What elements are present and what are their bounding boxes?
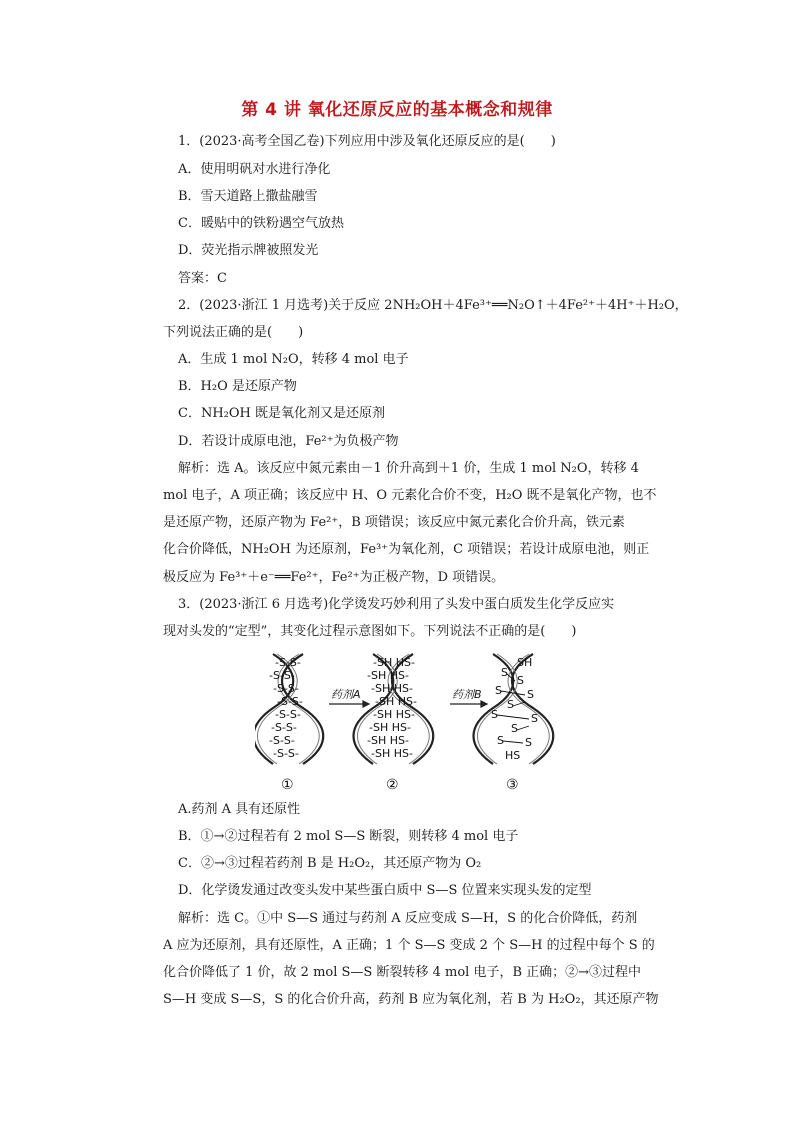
- sh-label: SH: [517, 656, 533, 669]
- ss-bond-label: -S-S-: [275, 708, 301, 721]
- ss-bond-label: -S-S-: [273, 747, 299, 760]
- q3-option-a: A.药剂 A 具有还原性: [178, 802, 301, 817]
- q3-stem-line1: 3．(2023·浙江 6 月选考)化学烫发巧妙利用了头发中蛋白质发生化学反应实: [178, 597, 615, 612]
- q2-analysis-line2: mol 电子，A 项正确；该反应中 H、O 元素化合价不变，H₂O 既不是氧化产物，也不: [163, 488, 657, 503]
- hs-label: HS: [505, 749, 521, 762]
- q3-analysis-line2: A 应为还原剂，具有还原性，A 正确；1 个 S—S 变成 2 个 S—H 的过程中每个 S 的: [163, 938, 655, 953]
- q2-stem-line2: 下列说法正确的是( ): [163, 325, 304, 340]
- q1-answer: 答案：C: [178, 271, 227, 286]
- s-label: S: [511, 722, 518, 735]
- ss-bond-label: -S-S-: [269, 734, 295, 747]
- ss-bond-label: -S-S-: [275, 656, 301, 669]
- q3-analysis-line1: 解析：选 C。①中 S—S 通过与药剂 A 反应变成 S—H，S 的化合价降低，药剂: [178, 911, 638, 926]
- q3-option-c: C．②→③过程若药剂 B 是 H₂O₂，其还原产物为 O₂: [178, 856, 482, 871]
- reagent-a-label: 药剂A: [331, 688, 361, 701]
- q3-stem-line2: 现对头发的“定型”，其变化过程示意图如下。下列说法不正确的是( ): [163, 624, 577, 639]
- shhs-label: -SH HS-: [371, 682, 413, 695]
- q1-option-c: C．暖贴中的铁粉遇空气放热: [178, 216, 344, 231]
- s-label: S: [507, 698, 514, 711]
- arrow-a: [329, 701, 369, 707]
- arrow-b: [450, 701, 487, 707]
- s-label: S: [501, 666, 508, 679]
- q1-option-d: D．荧光指示牌被照发光: [178, 243, 319, 258]
- ss-bond-label: -S-S-: [273, 682, 299, 695]
- shhs-label: -SH HS-: [373, 656, 415, 669]
- ss-bond-label: -S-S-: [269, 669, 295, 682]
- q2-analysis-line3: 是还原产物，还原产物为 Fe²⁺，B 项错误；该反应中氮元素化合价升高，铁元素: [163, 515, 625, 530]
- s-label: S: [497, 734, 504, 747]
- q3-option-b: B．①→②过程若有 2 mol S—S 断裂，则转移 4 mol 电子: [178, 829, 519, 844]
- q2-option-d: D．若设计成原电池，Fe²⁺为负极产物: [178, 434, 399, 449]
- q2-analysis-line4: 化合价降低，NH₂OH 为还原剂，Fe³⁺为氧化剂，C 项错误；若设计成原电池，则正: [163, 542, 650, 557]
- s-label: S: [495, 684, 502, 697]
- q2-analysis-line5: 极反应为 Fe³⁺＋e⁻══Fe²⁺，Fe²⁺为正极产物，D 项错误。: [163, 570, 505, 585]
- q2-analysis-line1: 解析：选 A。该反应中氮元素由－1 价升高到＋1 价，生成 1 mol N₂O，转移 4: [178, 461, 639, 476]
- shhs-label: -SH HS-: [369, 721, 411, 734]
- q3-analysis-line3: 化合价降低了 1 价，故 2 mol S—S 断裂转移 4 mol 电子，B 正确；②→③过程中: [163, 965, 642, 980]
- figure-label-1: ①: [281, 777, 294, 793]
- q1-option-a: A．使用明矾对水进行净化: [178, 162, 331, 177]
- q2-stem-line1: 2．(2023·浙江 1 月选考)关于反应 2NH₂OH＋4Fe³⁺══N₂O↑＋4Fe²⁺＋4H⁺＋H₂O，: [178, 298, 688, 313]
- hair-perm-diagram: [255, 646, 555, 796]
- shhs-label: -SH HS-: [373, 708, 415, 721]
- s-label: S: [531, 712, 538, 725]
- s-label: S: [491, 708, 498, 721]
- reagent-b-label: 药剂B: [452, 688, 482, 701]
- q2-option-b: B．H₂O 是还原产物: [178, 379, 297, 394]
- s-label: S: [527, 688, 534, 701]
- ss-bond-label: -S-S-: [271, 721, 297, 734]
- q1-stem: 1．(2023·高考全国乙卷)下列应用中涉及氧化还原反应的是( ): [178, 134, 556, 149]
- shhs-label: -SH HS-: [367, 734, 409, 747]
- s-label: S: [525, 736, 532, 749]
- shhs-label: -SH HS-: [371, 747, 413, 760]
- q3-analysis-line4: S—H 变成 S—S，S 的化合价升高，药剂 B 应为氧化剂，若 B 为 H₂O₂，其还原产物: [163, 992, 659, 1007]
- q2-option-c: C．NH₂OH 既是氧化剂又是还原剂: [178, 406, 385, 421]
- shhs-label: -SH HS-: [367, 669, 409, 682]
- q1-option-b: B．雪天道路上撒盐融雪: [178, 189, 318, 204]
- s-label: S: [517, 674, 524, 687]
- q2-option-a: A．生成 1 mol N₂O，转移 4 mol 电子: [178, 352, 409, 367]
- figure-label-3: ③: [506, 777, 519, 793]
- page-title: 第 4 讲 氧化还原反应的基本概念和规律: [241, 100, 553, 120]
- shhs-label: -SH HS-: [375, 695, 417, 708]
- q3-option-d: D．化学烫发通过改变头发中某些蛋白质中 S—S 位置来实现头发的定型: [178, 883, 592, 898]
- figure-label-2: ②: [386, 777, 399, 793]
- ss-bond-label: -S-S-: [277, 695, 303, 708]
